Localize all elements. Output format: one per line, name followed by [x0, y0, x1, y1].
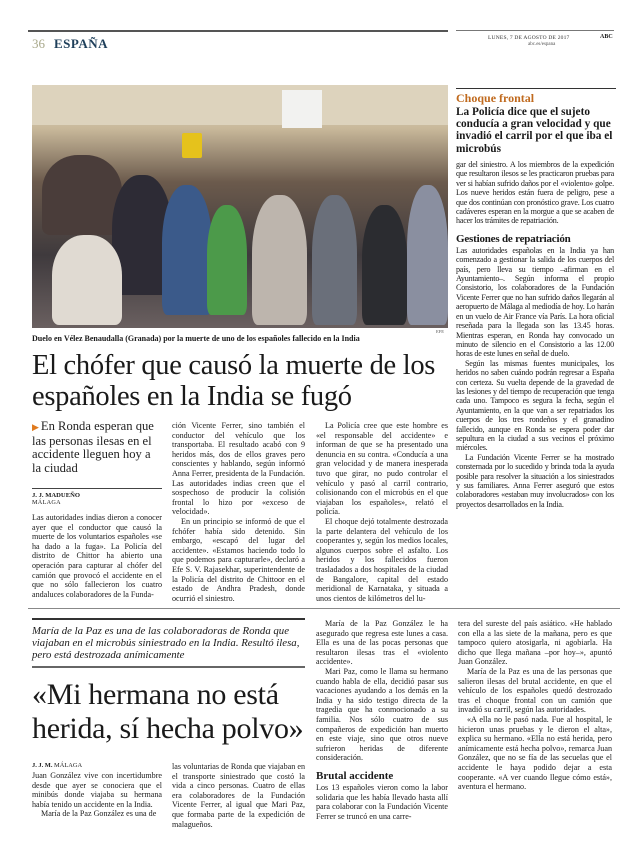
paragraph: En un principio se informó de que el fchófer había sido detenido. Sin embargo, «escapó del lugar del accidente». «Estamos haciendo todo lo que podemos para capturarle», declaró a Efe S. V. Rajasekhar, superintendente de la Policía del distrito de Chittoor en el estado de Andhra Pradesh, donde ocurrió el siniestro.	[172, 516, 305, 603]
second-col-3	[316, 619, 448, 821]
intro-quote: María de la Paz es una de las colaboradoras de Ronda que viajaban en el microbús siniestrado en la India. Resultó ilesa, pero está destrozada anímicamente	[32, 618, 305, 668]
news-photo	[32, 85, 448, 328]
second-col-1	[32, 771, 162, 819]
paragraph: Según las mismas fuentes municipales, los heridos no saben cuándo podrán regresar a España con certeza. Su vuelta depende de la gravedad de las lesiones y del tiempo de recuperación que tenga cada uno. Tampoco es segura la fecha, según el Ayuntamiento, en la que van a ser repatriados los cuerpos de los tres rondeños y el granadino fallecido, aunque en Ronda se espera poder dar sepultura en la ciudad a sus vecinos el próximo miércoles.	[456, 358, 614, 453]
byline-name: J. J. M.	[32, 762, 53, 769]
photo-credit: EFE	[436, 329, 445, 334]
kicker-text: Choque frontal	[456, 91, 535, 105]
second-byline	[32, 762, 82, 769]
issue-date: LUNES, 7 DE AGOSTO DE 2017	[488, 35, 570, 41]
paragraph: Las autoridades españolas en la India ya han comenzado a gestionar la salida de los cuerpos del país, pero lleva su tiempo –afirman en el Ayuntamiento–. Según informa el propio Consistorio, los colaboradores de la Fundación Vicente Ferrer que no han sufrido daños llegarán al aeropuerto de Málaga al mediodía de hoy. Lo harán en un vuelo de Air France vía París. La hora oficial reseñada para la llegada son las 13.45 horas. Mientras esperan, en Ronda hay convocado un minuto de silencio en el Consistorio a las 12.00 horas de este lunes en señal de duelo.	[456, 245, 614, 359]
second-col-4	[458, 619, 612, 792]
byline: J. J. MADUEÑO	[32, 488, 162, 499]
paragraph: María de la Paz es una de las personas que salieron ilesas del brutal accidente, en que el vehículo de los españoles quedó destrozado tras el choque frontal con un camión que invadió su carril, según las autoridades.	[458, 666, 612, 715]
paragraph: Mari Paz, como le llama su hermano cuando habla de ella, decidió pasar sus vacaciones ayudando a los demás en la India y ha sido testigo directa de la tragedia que ha conmocionado a su familia. Nos sólo cuatro de sus compañeros de expedición han muerto en este viaje, sino que otros nueve sufrieron heridas de diferente consideración.	[316, 666, 448, 763]
website: abc.es/espana	[528, 42, 556, 47]
paragraph: Los 13 españoles vieron como la labor solidaria que les había llevado hasta allí para colaborar con la Fundación Vicente Ferrer se truncó en una carre-	[316, 782, 448, 821]
paragraph: Las autoridades indias dieron a conocer ayer que el conductor que causó la muerte de los voluntarios españoles «se ha dado a la fuga». La Policía del distrito de Chittor ha abierto una operación para capturar al chófer del camión que provocó el accidente en el que no sólo fallecieron los cuatro andaluces colaboradores de la Funda-	[32, 513, 162, 599]
dateline: MÁLAGA	[32, 499, 61, 506]
main-col-2	[172, 421, 305, 603]
paragraph: «A ella no le pasó nada. Fue al hospital, le hicieron unas pruebas y le dieron el alta», explica su hermano. «Ella no está herida, pero anímicamente está hecha polvo», remarca Juan González, que no se fía de las secuelas que el accidente le haya podido dejar a esta cooperante. «A ver cuando llegue cómo está», aventura el hermano.	[458, 714, 612, 792]
subheading: Gestiones de repatriación	[456, 232, 571, 245]
paragraph: tera del sureste del país asiático. «He hablado con ella a las siete de la mañana, pero es que tampoco quiero atosigarla, ni agobiarla. Ha dicho que llega mañana –por hoy–», apuntó Juan González.	[458, 619, 612, 667]
sidebar-body	[456, 160, 614, 509]
header-rule	[28, 30, 448, 32]
main-deck	[32, 420, 162, 475]
sidebar-deck: La Policía dice que el sujeto conducía a gran velocidad y que invadió el carril por el que iba el microbús	[456, 106, 613, 155]
paragraph: María de la Paz González es una de	[41, 809, 157, 819]
dateline: MÁLAGA	[54, 762, 83, 769]
main-col-1	[32, 513, 162, 599]
paragraph: Juan González vive con incertidumbre desde que ayer se conociera que el minibús donde viajaba su hermana había tenido un accidente en la India.	[32, 771, 162, 809]
paragraph: gar del siniestro. A los miembros de la expedición que resultaron ilesos se les practicaron pruebas para ver si habían sufrido daños por el «violento» golpe. Los nueve heridos están fuera de peligro, pese a que dos continúan con pronóstico grave. Los cuatro cadáveres esperan en la morgue a que se acaben de hacer los trámites de repatriación.	[456, 160, 614, 226]
section-title: ESPAÑA	[54, 36, 109, 51]
header-rule	[456, 30, 614, 31]
article-separator	[28, 608, 620, 609]
main-col-3	[316, 421, 448, 603]
arrow-icon: ▶	[32, 422, 39, 432]
subheading: Brutal accidente	[316, 769, 394, 782]
sidebar-kicker	[456, 88, 616, 105]
deck-text: En Ronda esperan que las personas ilesas en el accidente lleguen hoy a la ciudad	[32, 419, 154, 475]
paragraph: La Fundación Vicente Ferrer se ha mostrado consternada por lo sucedido y brinda toda la ayuda posible para resolver la situación a los siniestrados y sus familiares. Anna Ferrer aseguró que estos colaboradores «estaban muy involucrados» con los proyectos desarrollados en la India.	[456, 452, 614, 509]
paragraph: El choque dejó totalmente destrozada la parte delantera del vehículo de los cooperantes y, según los medios locales, algunos cuerpos sobre el asfalto. Los heridos y los fallecidos fueron trasladados a dos hospitales de la ciudad de Bangalore, capital del estado meridional de Karnataka, y situada a unos cientos de kilómetros del lu-	[316, 516, 448, 603]
main-headline: El chófer que causó la muerte de los españoles en la India se fugó	[32, 350, 436, 412]
paragraph: María de la Paz González le ha asegurado que regresa este lunes a casa. Ella es una de las pocas personas que resultaron ilesas tras el «violento accidente».	[316, 619, 448, 667]
second-headline: «Mi hermana no está herida, sí hecha polvo»	[32, 678, 304, 745]
paragraph: ción Vicente Ferrer, sino también el conductor del vehículo que los transportaba. El resultado acabó con 9 heridos más, dos de ellos graves pero conscientes y hablando, según informó Anna Ferrer, presidenta de la Fundación. Las autoridades indias creen que el sospechoso de producir la colisión frontal lo hizo por «exceso de velocidad».	[172, 421, 305, 517]
logo: ABC	[600, 34, 613, 40]
page-number: 36	[32, 36, 45, 51]
photo-caption: Duelo en Vélez Benaudalla (Granada) por la muerte de uno de los españoles fallecido en la India	[32, 334, 360, 343]
paragraph: las voluntarias de Ronda que viajaban en el transporte siniestrado que costó la vida a cinco personas. Cuatro de ellas era colaboradores de la Fundación Vicente Ferrer, al igual que Mari Paz, que formaba parte de la expedición de malagueños.	[172, 762, 305, 829]
paragraph: La Policía cree que este hombre es «el responsable del accidente» e informan de que se ha presentado una denuncia en su contra. «Conducía a una gran velocidad y de manera inesperada tuvo que girar, no pudo controlar el vehículo y pasó al carril contrario, colisionando con el microbús en el que viajaban los españoles», relató el policía.	[316, 421, 448, 517]
second-col-2	[172, 762, 305, 829]
